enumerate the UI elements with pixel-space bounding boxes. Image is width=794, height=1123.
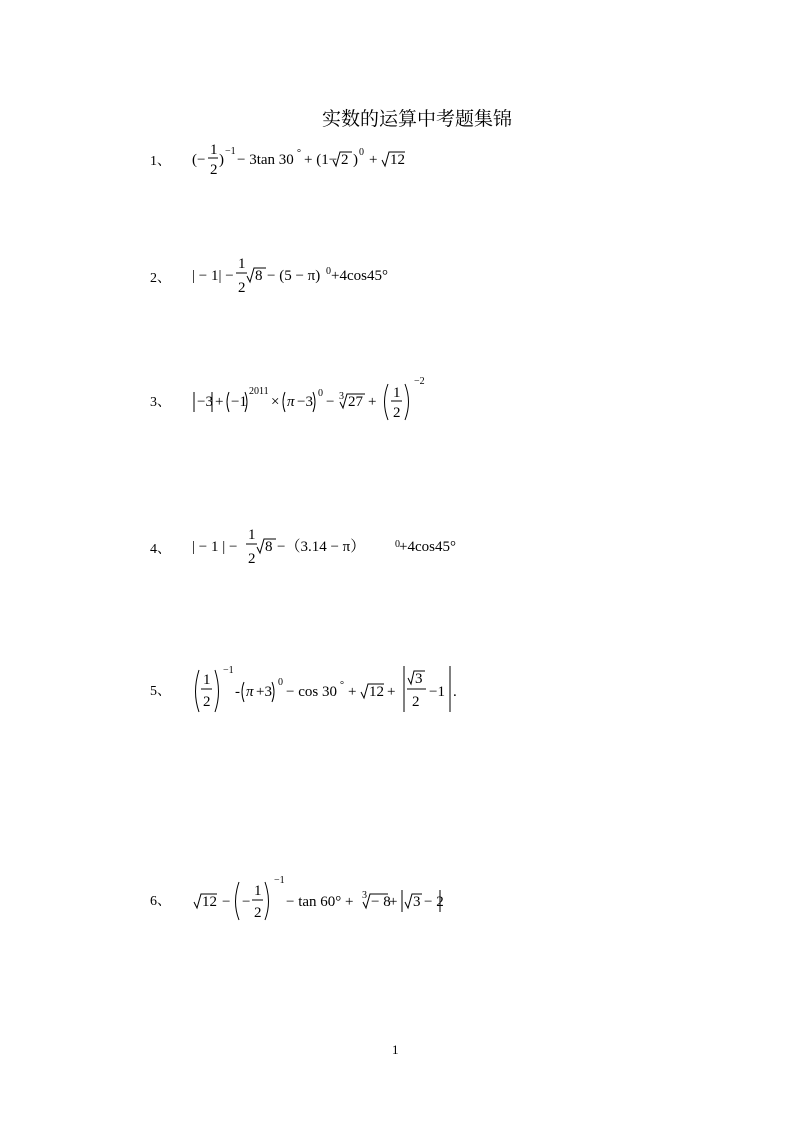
svg-text:12: 12 <box>369 684 384 700</box>
svg-text:−1: −1 <box>225 146 236 157</box>
svg-text:π: π <box>287 394 295 410</box>
svg-text:−: − <box>222 894 231 910</box>
svg-text:| − 1| −: | − 1| − <box>192 268 234 284</box>
svg-text:2: 2 <box>248 551 256 567</box>
svg-text:2: 2 <box>254 905 262 921</box>
problem-4-expression <box>190 523 470 569</box>
problem-4-number: 4、 <box>150 542 171 557</box>
svg-text:−2: −2 <box>414 376 425 387</box>
svg-text:+3: +3 <box>256 684 272 700</box>
svg-text:3: 3 <box>415 671 423 687</box>
svg-text:0: 0 <box>395 539 400 550</box>
svg-text:): ) <box>353 152 358 168</box>
svg-text:− 3tan 30: − 3tan 30 <box>237 152 294 168</box>
problem-2-number: 2、 <box>150 271 171 286</box>
svg-text:0: 0 <box>278 677 283 688</box>
svg-text:1: 1 <box>203 672 211 688</box>
svg-text:1: 1 <box>210 142 218 158</box>
svg-text:×: × <box>271 394 280 410</box>
svg-text:− 8: − 8 <box>371 894 391 910</box>
page-title: 实数的运算中考题集锦 <box>321 108 512 130</box>
svg-text:0: 0 <box>359 147 364 158</box>
svg-text:1: 1 <box>248 527 256 543</box>
problem-5-number: 5、 <box>150 684 171 699</box>
svg-text:°: ° <box>297 148 301 159</box>
svg-text:1: 1 <box>254 883 262 899</box>
svg-text:− tan 60° +: − tan 60° + <box>286 894 354 910</box>
svg-text:−3: −3 <box>297 394 313 410</box>
svg-text:− (5 − π): − (5 − π) <box>267 268 321 284</box>
svg-text:8: 8 <box>255 268 263 284</box>
problem-2-expression <box>190 252 410 298</box>
svg-text:2: 2 <box>210 162 218 178</box>
svg-text:−1: −1 <box>274 875 285 886</box>
svg-text:−: − <box>242 894 251 910</box>
svg-text:1: 1 <box>238 256 246 272</box>
svg-text:+: + <box>369 152 378 168</box>
svg-text:2: 2 <box>238 280 246 296</box>
svg-text:2: 2 <box>393 405 401 421</box>
svg-text:.: . <box>453 684 457 700</box>
page-number: 1 <box>392 1042 399 1057</box>
svg-text:3: 3 <box>413 894 421 910</box>
svg-text:+4cos45°: +4cos45° <box>399 539 456 555</box>
svg-text:−3: −3 <box>197 394 213 410</box>
problem-6-expression <box>190 872 460 924</box>
svg-text:-: - <box>235 684 240 700</box>
svg-text:π: π <box>246 684 254 700</box>
svg-text:−1: −1 <box>231 394 247 410</box>
svg-text:2011: 2011 <box>249 386 269 397</box>
svg-text:+ (1−: + (1− <box>304 152 338 168</box>
svg-text:12: 12 <box>390 152 405 168</box>
svg-text:+: + <box>389 894 398 910</box>
svg-text:2: 2 <box>341 152 349 168</box>
svg-text:−: − <box>326 394 335 410</box>
svg-text:1: 1 <box>393 385 401 401</box>
svg-text:| − 1 | −: | − 1 | − <box>192 539 238 555</box>
svg-text:27: 27 <box>348 394 363 410</box>
svg-text:+: + <box>348 684 357 700</box>
svg-text:+: + <box>368 394 377 410</box>
svg-text:− cos 30: − cos 30 <box>286 684 337 700</box>
svg-text:(−: (− <box>192 152 206 168</box>
problem-3-number: 3、 <box>150 395 171 410</box>
svg-text:0: 0 <box>318 388 323 399</box>
problem-3-expression <box>190 372 440 426</box>
svg-text:+: + <box>387 684 396 700</box>
svg-text:2: 2 <box>203 694 211 710</box>
svg-text:2: 2 <box>412 694 420 710</box>
problem-1-number: 1、 <box>150 154 171 169</box>
svg-text:−1: −1 <box>223 665 234 676</box>
svg-text:−（3.14 − π）: −（3.14 − π） <box>277 539 366 555</box>
svg-text:3: 3 <box>339 391 344 402</box>
problem-1-expression <box>190 136 430 180</box>
svg-text:12: 12 <box>202 894 217 910</box>
svg-text:0: 0 <box>326 266 331 277</box>
svg-text:3: 3 <box>362 890 367 901</box>
svg-text:°: ° <box>340 680 344 691</box>
problem-5-expression <box>190 662 480 716</box>
problem-6-number: 6、 <box>150 894 171 909</box>
svg-text:− 2: − 2 <box>424 894 444 910</box>
svg-text:−1: −1 <box>429 684 445 700</box>
svg-text:+: + <box>215 394 224 410</box>
svg-text:): ) <box>219 152 224 168</box>
svg-text:+4cos45°: +4cos45° <box>331 268 388 284</box>
svg-text:8: 8 <box>265 539 273 555</box>
